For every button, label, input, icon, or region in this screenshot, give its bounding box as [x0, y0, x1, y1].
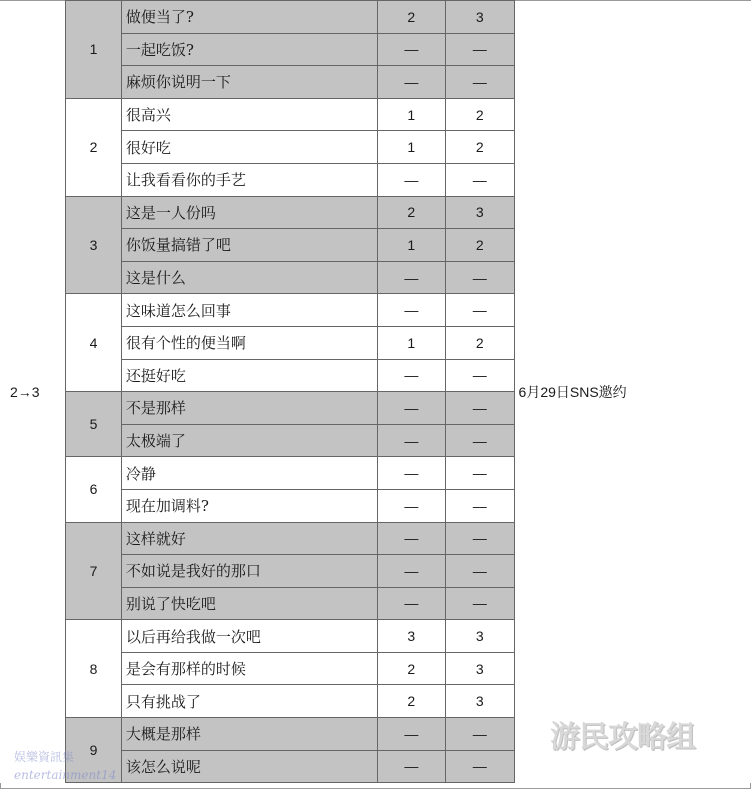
choice-text: 一起吃饭?: [121, 33, 377, 66]
value-b: —: [446, 294, 514, 327]
value-b: —: [446, 424, 514, 457]
value-a: 2: [377, 1, 445, 34]
group-number: 8: [66, 620, 122, 718]
choice-text: 麻烦你说明一下: [121, 66, 377, 99]
event-note: 6月29日SNS邀约: [514, 1, 751, 783]
choice-text: 这味道怎么回事: [121, 294, 377, 327]
value-b: —: [446, 163, 514, 196]
value-b: 3: [446, 652, 514, 685]
value-b: —: [446, 522, 514, 555]
choice-text: 只有挑战了: [121, 685, 377, 718]
value-a: —: [377, 489, 445, 522]
value-a: —: [377, 522, 445, 555]
value-b: 3: [446, 1, 514, 34]
value-a: —: [377, 555, 445, 588]
group-number: 9: [66, 718, 122, 783]
value-a: 2: [377, 685, 445, 718]
choice-text: 很好吃: [121, 131, 377, 164]
choice-text: 是会有那样的时候: [121, 652, 377, 685]
value-b: 2: [446, 98, 514, 131]
choice-text: 这是一人份吗: [121, 196, 377, 229]
group-number: 7: [66, 522, 122, 620]
watermark-logo-text: 游民攻略组: [550, 720, 695, 755]
value-b: 2: [446, 131, 514, 164]
choice-text: 别说了快吃吧: [121, 587, 377, 620]
choice-text: 做便当了?: [121, 1, 377, 34]
choice-text: 不如说是我好的那口: [121, 555, 377, 588]
value-b: 2: [446, 229, 514, 262]
value-b: —: [446, 718, 514, 751]
value-a: —: [377, 587, 445, 620]
value-b: —: [446, 33, 514, 66]
value-b: —: [446, 750, 514, 783]
value-a: —: [377, 718, 445, 751]
value-a: 2: [377, 196, 445, 229]
choice-text: 很高兴: [121, 98, 377, 131]
value-b: —: [446, 66, 514, 99]
choice-text: 不是那样: [121, 392, 377, 425]
value-b: —: [446, 555, 514, 588]
value-b: —: [446, 457, 514, 490]
value-b: 2: [446, 326, 514, 359]
value-a: —: [377, 457, 445, 490]
choice-text: 该怎么说呢: [121, 750, 377, 783]
value-b: —: [446, 392, 514, 425]
choice-text: 很有个性的便当啊: [121, 326, 377, 359]
value-b: 3: [446, 620, 514, 653]
group-number: 2: [66, 98, 122, 196]
value-a: —: [377, 294, 445, 327]
value-b: —: [446, 261, 514, 294]
table-row: [0, 1, 751, 34]
value-b: —: [446, 489, 514, 522]
group-number: 6: [66, 457, 122, 522]
group-number: 3: [66, 196, 122, 294]
value-b: —: [446, 359, 514, 392]
watermark-left: [14, 748, 116, 784]
choice-text: 这是什么: [121, 261, 377, 294]
value-a: —: [377, 359, 445, 392]
watermark-logo: [544, 710, 704, 755]
choice-text: 这样就好: [121, 522, 377, 555]
value-b: 3: [446, 685, 514, 718]
value-a: 2: [377, 652, 445, 685]
group-number: 1: [66, 1, 122, 99]
stage-label: 2→3: [0, 1, 66, 783]
value-a: —: [377, 750, 445, 783]
choice-text: 冷静: [121, 457, 377, 490]
group-number: 4: [66, 294, 122, 392]
value-a: —: [377, 392, 445, 425]
value-a: —: [377, 66, 445, 99]
watermark-left-line2: entertainment14: [14, 768, 117, 782]
value-a: —: [377, 163, 445, 196]
choice-text: 还挺好吃: [121, 359, 377, 392]
value-a: 1: [377, 98, 445, 131]
watermark-left-line1: 娱樂資訊集: [14, 750, 75, 764]
value-b: —: [446, 587, 514, 620]
choice-text: 现在加调料?: [121, 489, 377, 522]
choice-text: 让我看看你的手艺: [121, 163, 377, 196]
value-a: 1: [377, 229, 445, 262]
choice-text: 大概是那样: [121, 718, 377, 751]
group-number: 5: [66, 392, 122, 457]
choice-text: 你饭量搞错了吧: [121, 229, 377, 262]
value-a: —: [377, 424, 445, 457]
table-body: [0, 1, 751, 783]
value-a: 3: [377, 620, 445, 653]
value-a: —: [377, 33, 445, 66]
value-b: 3: [446, 196, 514, 229]
value-a: 1: [377, 326, 445, 359]
value-a: —: [377, 261, 445, 294]
value-a: 1: [377, 131, 445, 164]
choice-text: 以后再给我做一次吧: [121, 620, 377, 653]
choice-text: 太极端了: [121, 424, 377, 457]
